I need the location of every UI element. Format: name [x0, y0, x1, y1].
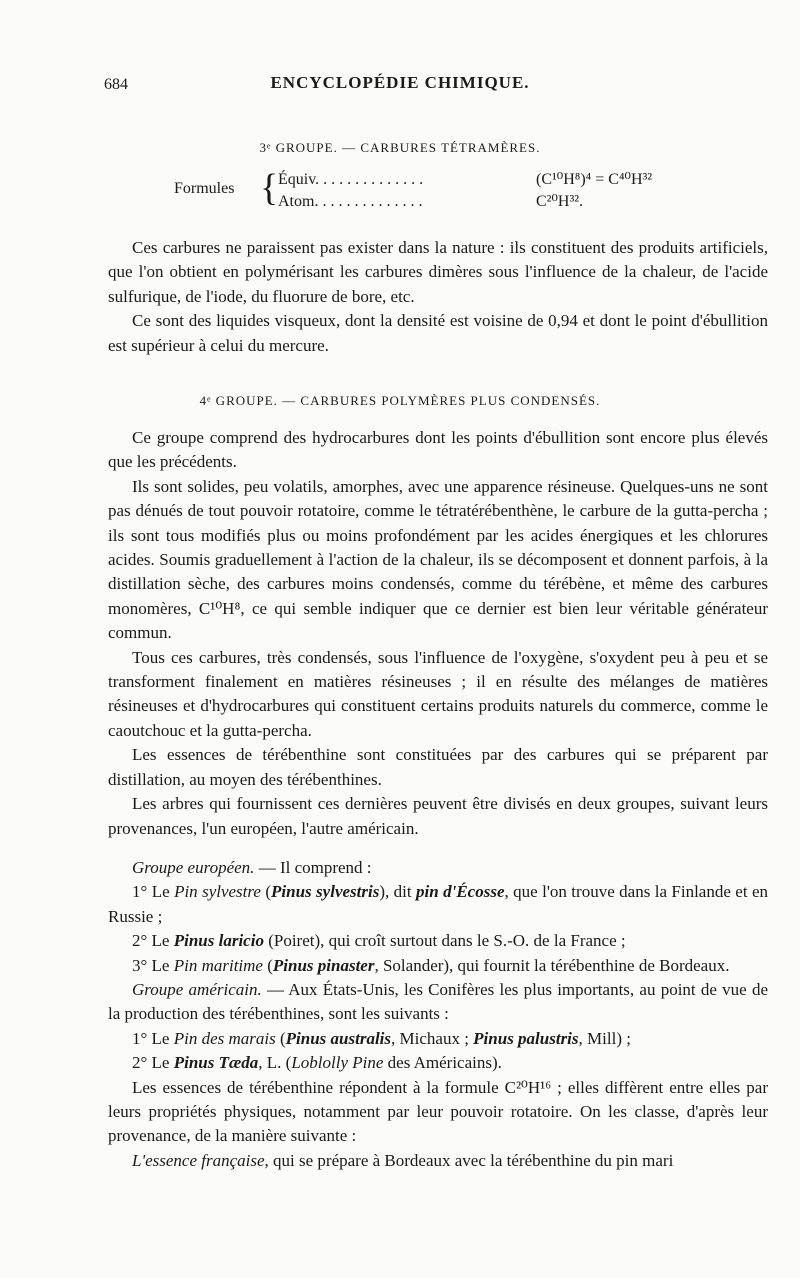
section-heading-3: 3ᵉ GROUPE. — CARBURES TÉTRAMÈRES. [259, 140, 541, 155]
section-heading-4: 4ᵉ GROUPE. — CARBURES POLYMÈRES PLUS CONDENSÉS. [199, 393, 601, 408]
paragraph: Les essences de térébenthine sont constituées par des carbures qui se préparent par distillation, au moyen des térébenthines. [108, 745, 768, 789]
common-name: Pin sylvestre [174, 882, 261, 902]
group-intro [108, 856, 768, 880]
page-number: 684 [104, 76, 128, 93]
common-name: Pin des marais [173, 1028, 276, 1048]
formula-row-label: Atom. . . . . . . . . . . . . . [278, 193, 423, 210]
punct: ( [275, 1028, 286, 1048]
list-item [108, 929, 768, 953]
punct: ( [262, 955, 273, 975]
formulas-label: Formules [174, 180, 235, 197]
paragraph: Les arbres qui fournissent ces dernières peuvent être divisés en deux groupes, suivant leurs provenances, l'un européen, l'autre américain. [108, 794, 768, 838]
latin-name: Pinus Tæda [173, 1053, 259, 1073]
item-number: 2° Le [132, 931, 174, 951]
item-number: 2° Le [132, 1053, 174, 1073]
running-title: ENCYCLOPÉDIE CHIMIQUE. [270, 73, 530, 92]
group-intro-text: — Aux États-Unis, les Conifères les plus importants, au point de vue de la production des térébenthines, sont les suivants : [108, 980, 768, 1024]
item-text: , Mill) ; [578, 1028, 631, 1048]
brace-glyph: { [260, 167, 279, 209]
item-text: (Poiret), qui croît surtout dans le S.-O. de la France ; [263, 931, 626, 951]
paragraph: Ce groupe comprend des hydrocarbures dont les points d'ébullition sont encore plus élevés que les précédents. [108, 428, 768, 472]
group-title: Groupe américain. [132, 980, 262, 1000]
item-text: des Américains). [383, 1053, 502, 1073]
essence-name: L'essence française [132, 1150, 265, 1170]
paragraph: Les essences de térébenthine répondent à la formule C²⁰H¹⁶ ; elles diffèrent entre elles par leurs propriétés physiques, notamment par leur pouvoir rotatoire. On les classe, d'après leur provenance, de la manière suivante : [108, 1077, 768, 1146]
latin-name: Pinus laricio [173, 931, 264, 951]
alt-name: pin d'Écosse [416, 882, 505, 902]
item-text: , L. ( [258, 1053, 292, 1073]
list-item [108, 954, 768, 978]
latin-name: Pinus australis [285, 1028, 392, 1048]
section4-body [108, 426, 768, 841]
list-item [108, 1027, 768, 1051]
item-text: , Solander), qui fournit la térébenthine de Bordeaux. [374, 955, 730, 975]
formula-row-value: (C¹⁰H⁸)⁴ = C⁴⁰H³² [536, 171, 653, 188]
item-number: 1° Le [132, 1028, 174, 1048]
european-group [108, 856, 768, 1173]
common-name: Pin maritime [173, 955, 263, 975]
list-item [108, 880, 768, 929]
paragraph: Ils sont solides, peu volatils, amorphes, avec une apparence résineuse. Quelques-uns ne sont pas dénués de tout pouvoir rotatoire, comme le tétratérébenthène, le carbure de la gutta-percha ; ils sont tous modifiés plus ou moins profondément par les acides énergiques et les chlorures acides. Soumis graduellement à l'action de la chaleur, ils se décomposent et donnent parfois, à la distillation sèche, des carbures moins condensés, comme du térébène, et même des carbures monomères, C¹⁰H⁸, ce qui semble indiquer que ce dernier est bien leur véritable générateur commun. [108, 476, 768, 643]
item-text: ), dit [379, 882, 417, 902]
formula-row-label: Équiv. . . . . . . . . . . . . . [278, 171, 424, 188]
latin-name: Pinus pinaster [272, 955, 375, 975]
latin-name: Pinus palustris [473, 1028, 579, 1048]
item-text: , Michaux ; [391, 1028, 474, 1048]
paragraph: Ces carbures ne paraissent pas exister dans la nature : ils constituent des produits artificiels, que l'on obtient en polymérisant les carbures dimères sous l'influence de la chaleur, de l'acide sulfurique, de l'iode, du fluorure de bore, etc. [108, 238, 768, 306]
section3-body [108, 236, 768, 358]
item-number: 3° Le [132, 955, 174, 975]
paragraph: Tous ces carbures, très condensés, sous l'influence de l'oxygène, s'oxydent peu à peu et se transforment finalement en matières résineuses ; il en résulte des mélanges de matières résineuses et d'hydrocarbures qui constituent certains produits naturels du commerce, comme le caoutchouc et la gutta-percha. [108, 647, 768, 740]
item-text: , que l'on trouve dans la Finlande et en Russie ; [108, 882, 769, 926]
paragraph-text: , qui se prépare à Bordeaux avec la térébenthine du pin mari [264, 1150, 674, 1170]
group-intro-text: — Il comprend : [254, 858, 372, 877]
group-title: Groupe européen. [132, 858, 255, 877]
common-name: Loblolly Pine [291, 1053, 384, 1073]
formula-row-value: C²⁰H³². [536, 193, 584, 210]
punct: ( [260, 882, 272, 902]
paragraph: Ce sont des liquides visqueux, dont la densité est voisine de 0,94 et dont le point d'ébullition est supérieur à celui du mercure. [108, 311, 768, 355]
list-item [108, 1051, 768, 1075]
group-intro [108, 978, 768, 1027]
latin-name: Pinus sylvestris [271, 882, 380, 902]
paragraph [108, 1149, 768, 1173]
item-number: 1° Le [132, 882, 175, 902]
